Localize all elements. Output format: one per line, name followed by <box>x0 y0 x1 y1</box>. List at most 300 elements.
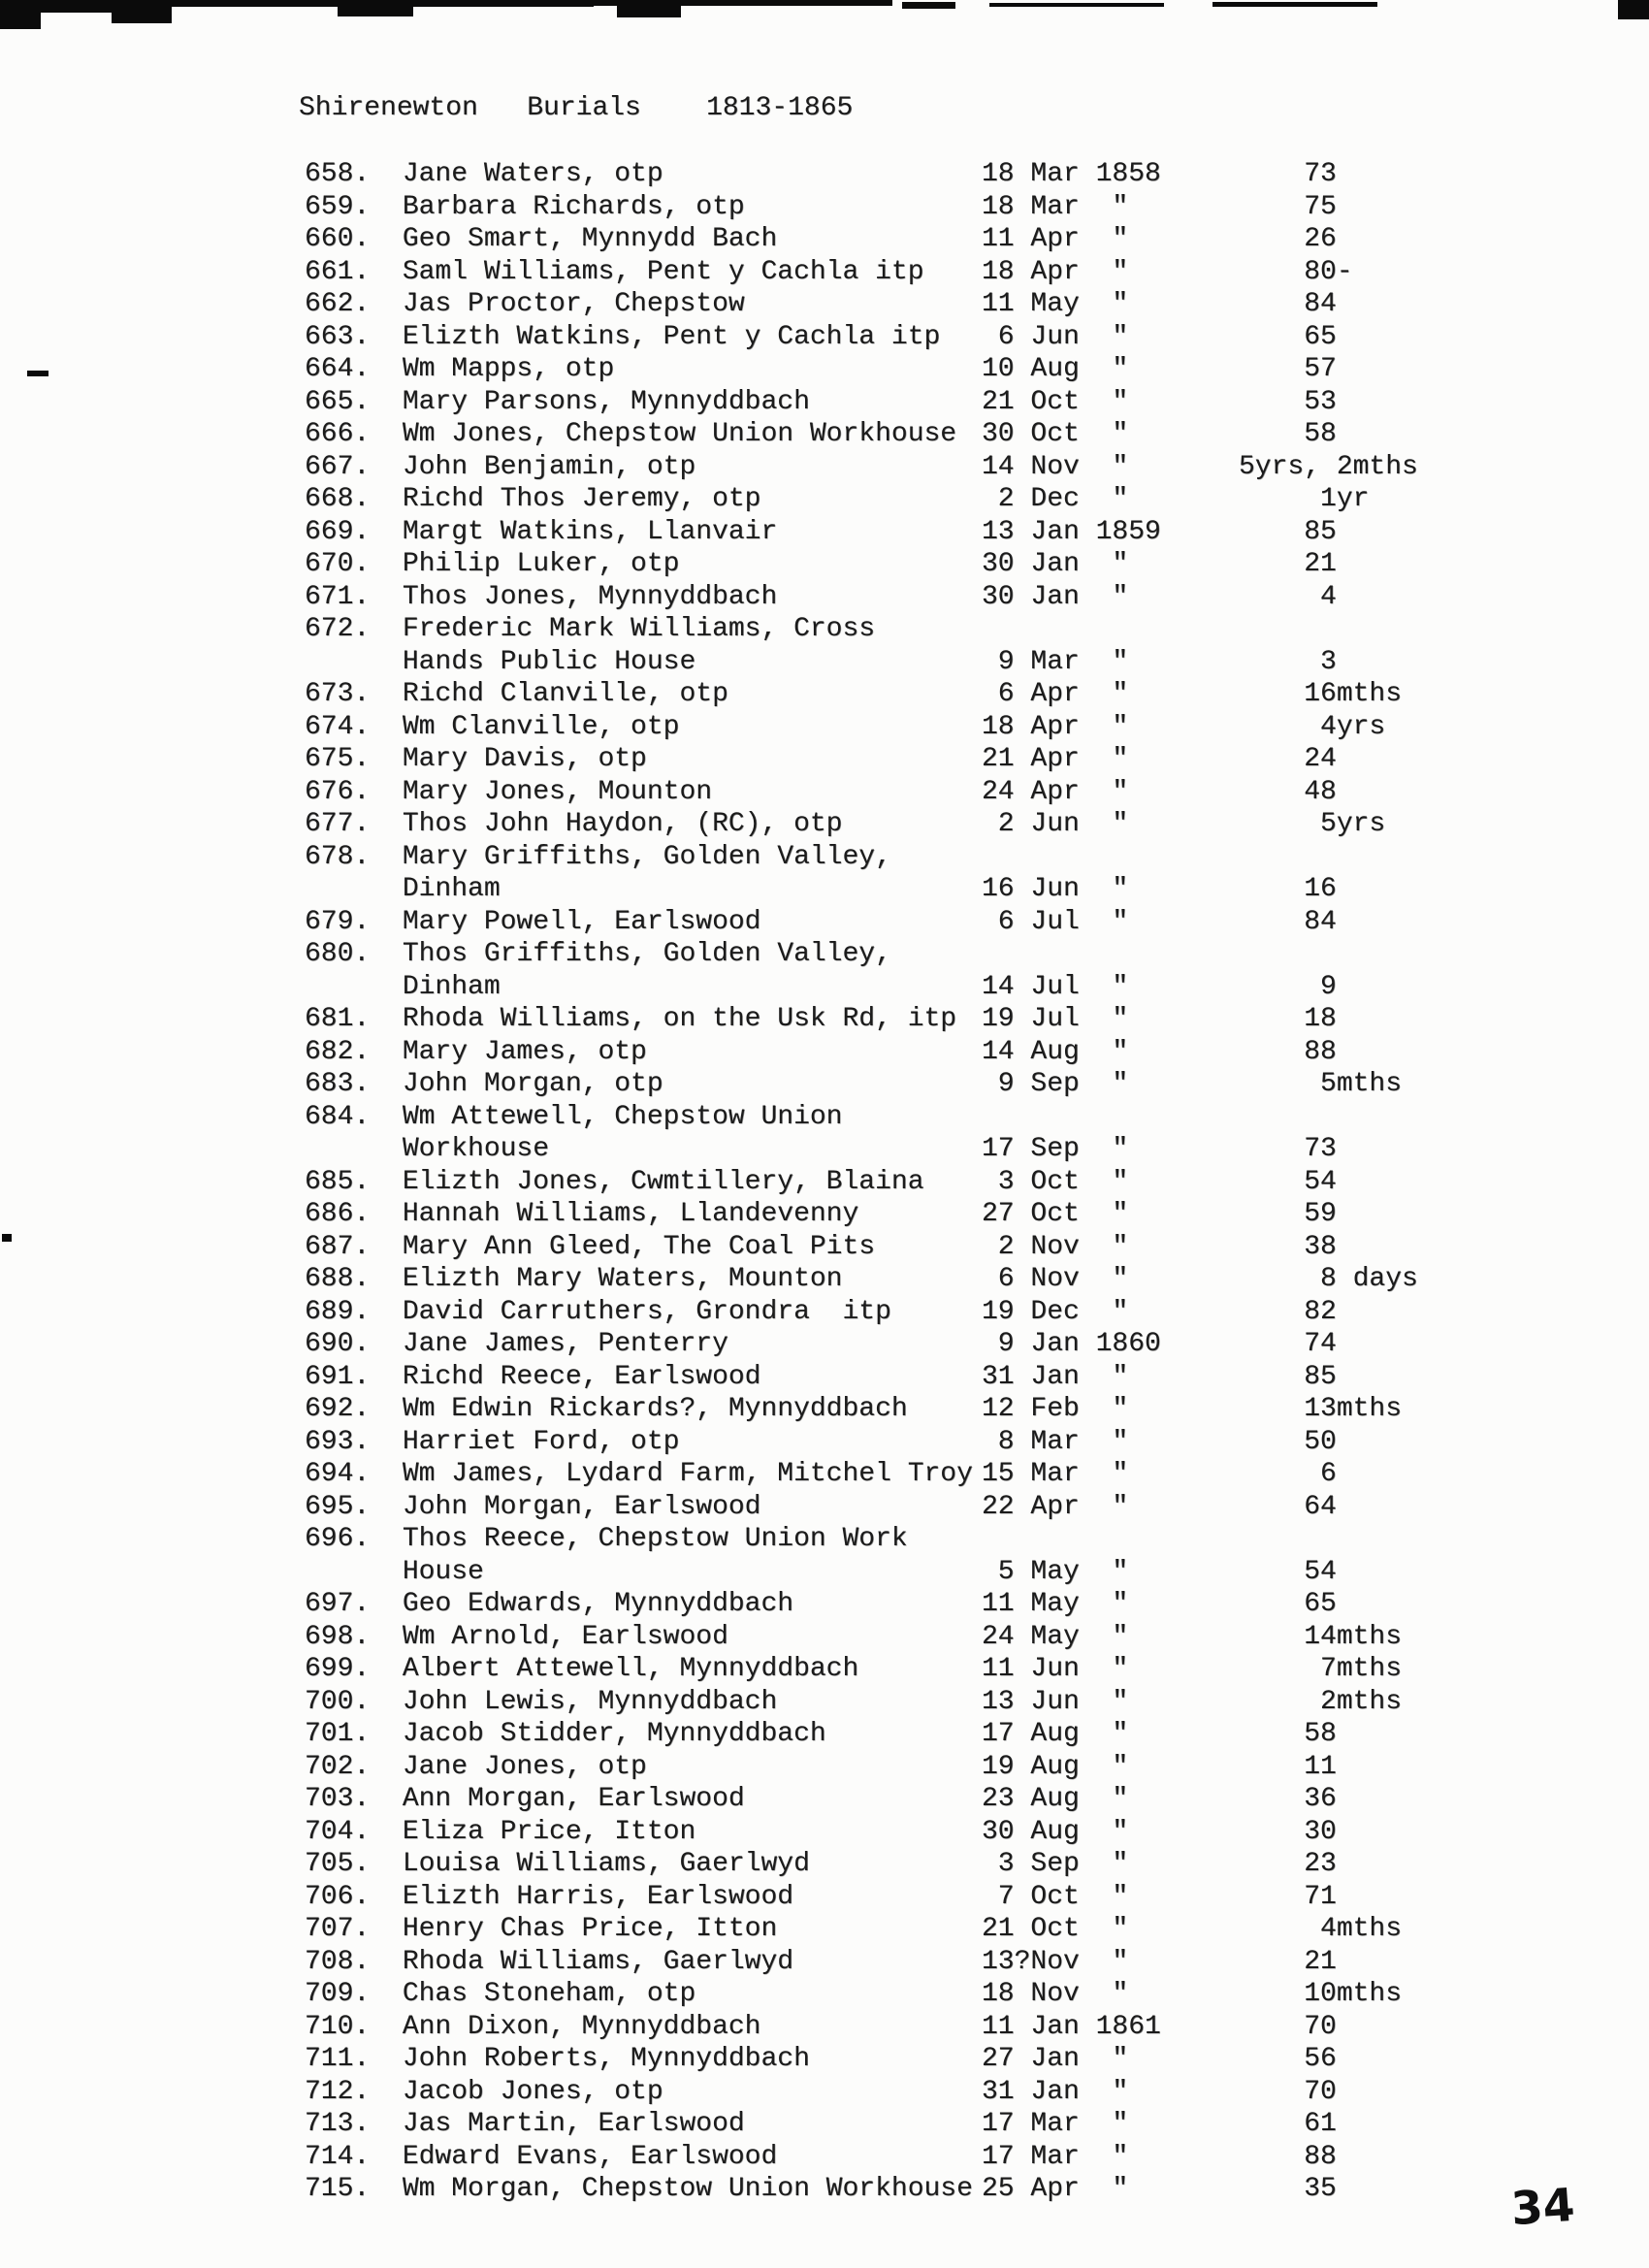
entry-number: 697. <box>305 1589 371 1619</box>
entry-name: John Roberts, Mynnyddbach <box>402 2044 810 2074</box>
entry-date: 2 Dec " <box>982 484 1129 514</box>
entry-age: 13mths <box>1239 1394 1403 1424</box>
entry-number: 699. <box>305 1654 371 1684</box>
entry-name: Frederic Mark Williams, Cross <box>402 614 876 644</box>
entry-age: 48 <box>1239 776 1337 807</box>
entry-line <box>305 1848 1337 1881</box>
entry-date: 2 Jun " <box>982 809 1129 839</box>
entry-line <box>305 1003 1337 1036</box>
entry-date: 24 May " <box>982 1621 1129 1652</box>
entry-name: Mary James, otp <box>402 1036 647 1067</box>
entry-line <box>305 776 1337 809</box>
entry-date: 13?Nov " <box>982 1946 1129 1977</box>
entry-age: 64 <box>1239 1491 1337 1522</box>
scan-artifact <box>2 1234 12 1242</box>
entry-number: 700. <box>305 1686 371 1717</box>
scan-artifact <box>27 371 48 376</box>
entry-date: 16 Jun " <box>982 874 1129 904</box>
entry-age: 26 <box>1239 224 1337 254</box>
entry-line <box>305 938 973 971</box>
entry-number: 689. <box>305 1296 371 1327</box>
entry-name: Eliza Price, Itton <box>402 1816 696 1847</box>
entry-number: 698. <box>305 1621 371 1652</box>
entry-age: 5mths <box>1239 1069 1403 1099</box>
scan-artifact <box>989 3 1164 7</box>
entry-number: 677. <box>305 809 371 839</box>
entry-name: Dinham <box>402 971 501 1002</box>
entry-age: 53 <box>1239 386 1337 417</box>
entry-age: 84 <box>1239 906 1337 937</box>
entry-age: 85 <box>1239 516 1337 547</box>
entry-name: Dinham <box>402 874 501 904</box>
entry-line <box>305 2108 1337 2141</box>
entry-name: Rhoda Williams, Gaerlwyd <box>402 1946 794 1977</box>
entry-number: 674. <box>305 711 371 742</box>
entry-name: Barbara Richards, otp <box>402 191 745 222</box>
entry-number: 661. <box>305 256 371 287</box>
entry-number: 683. <box>305 1069 371 1099</box>
entry-number: 690. <box>305 1329 371 1359</box>
entry-line <box>305 2076 1337 2109</box>
entry-number: 691. <box>305 1361 371 1392</box>
entry-name: Jane Waters, otp <box>402 159 663 189</box>
scan-artifact <box>338 0 413 16</box>
entry-date: 3 Oct " <box>982 1166 1129 1197</box>
entry-name: Wm Edwin Rickards?, Mynnyddbach <box>402 1394 908 1424</box>
entry-name: Mary Powell, Earlswood <box>402 906 761 937</box>
entry-name: House <box>402 1556 484 1587</box>
entry-age: 70 <box>1239 2076 1337 2107</box>
entry-number: 713. <box>305 2109 371 2139</box>
entry-age: 70 <box>1239 2011 1337 2042</box>
entry-number: 658. <box>305 159 371 189</box>
entry-age: 35 <box>1239 2174 1337 2204</box>
entry-date: 24 Apr " <box>982 776 1129 807</box>
entry-name: Mary Ann Gleed, The Coal Pits <box>402 1231 876 1262</box>
entry-line <box>305 1198 1337 1231</box>
entry-age: 54 <box>1239 1166 1337 1197</box>
entry-age: 16 <box>1239 874 1337 904</box>
entry-age: 8 days <box>1239 1264 1418 1294</box>
entry-number: 714. <box>305 2141 371 2172</box>
entry-age: 24 <box>1239 744 1337 774</box>
entry-date: 17 Sep " <box>982 1134 1129 1164</box>
entry-age: 58 <box>1239 1719 1337 1749</box>
entry-line <box>305 1328 1337 1361</box>
entry-date: 22 Apr " <box>982 1491 1129 1522</box>
entry-number: 672. <box>305 614 371 644</box>
entry-date: 7 Oct " <box>982 1881 1129 1912</box>
entry-name: Wm Attewell, Chepstow Union <box>402 1101 843 1132</box>
entry-name: Chas Stoneham, otp <box>402 1979 696 2009</box>
entry-age: 84 <box>1239 289 1337 319</box>
page-title: Shirenewton Burials 1813-1865 <box>299 93 854 123</box>
entry-line <box>305 1588 1337 1621</box>
entry-name: Jane James, Penterry <box>402 1329 728 1359</box>
entry-age: 58 <box>1239 419 1337 449</box>
entry-number: 696. <box>305 1524 371 1554</box>
entry-date: 8 Mar " <box>982 1426 1129 1457</box>
entry-date: 19 Aug " <box>982 1751 1129 1782</box>
entry-date: 2 Nov " <box>982 1231 1129 1262</box>
entry-name: Edward Evans, Earlswood <box>402 2141 778 2172</box>
handwritten-page-number: 34 <box>1509 2178 1577 2237</box>
entry-date: 11 May " <box>982 289 1129 319</box>
entry-age: 1yr <box>1239 484 1370 514</box>
entry-name: Wm Arnold, Earlswood <box>402 1621 728 1652</box>
entry-date: 17 Aug " <box>982 1719 1129 1749</box>
entry-date: 23 Aug " <box>982 1784 1129 1814</box>
entry-name: Jacob Jones, otp <box>402 2076 663 2107</box>
entry-number: 693. <box>305 1426 371 1457</box>
entry-age: 74 <box>1239 1329 1337 1359</box>
entry-line <box>305 1523 973 1556</box>
entry-date: 30 Jan " <box>982 581 1129 612</box>
entry-date: 18 Mar 1858 <box>982 159 1161 189</box>
entry-line <box>305 1621 1403 1654</box>
entry-line <box>305 1426 1337 1459</box>
entry-number: 675. <box>305 744 371 774</box>
entry-line <box>305 1296 1337 1329</box>
scan-artifact <box>617 5 681 17</box>
entry-number: 668. <box>305 484 371 514</box>
entry-line <box>305 353 1337 386</box>
entry-line <box>305 1458 1337 1491</box>
entry-name: Jane Jones, otp <box>402 1751 647 1782</box>
entry-age: 5yrs <box>1239 809 1386 839</box>
entry-age: 6 <box>1239 1459 1337 1489</box>
entry-name: Thos Reece, Chepstow Union Work <box>402 1524 908 1554</box>
entry-date: 11 May " <box>982 1589 1129 1619</box>
entry-number: 703. <box>305 1784 371 1814</box>
entry-name: Harriet Ford, otp <box>402 1426 680 1457</box>
entry-line <box>305 321 1337 354</box>
entry-number: 660. <box>305 224 371 254</box>
entry-number: 709. <box>305 1979 371 2009</box>
entry-name: Ann Morgan, Earlswood <box>402 1784 745 1814</box>
entry-number: 663. <box>305 321 371 352</box>
entry-number: 706. <box>305 1881 371 1912</box>
entry-date: 21 Oct " <box>982 1914 1129 1944</box>
entry-number: 701. <box>305 1719 371 1749</box>
entry-age: 18 <box>1239 1004 1337 1034</box>
entry-name: Wm Morgan, Chepstow Union Workhouse <box>402 2174 973 2204</box>
entry-line <box>305 1946 1337 1979</box>
entry-name: John Morgan, Earlswood <box>402 1491 761 1522</box>
entry-age: 14mths <box>1239 1621 1403 1652</box>
entry-age: 4mths <box>1239 1914 1403 1944</box>
entry-age: 88 <box>1239 2141 1337 2172</box>
entry-name: Richd Thos Jeremy, otp <box>402 484 761 514</box>
scan-artifact <box>1212 2 1377 7</box>
entry-name: Jas Martin, Earlswood <box>402 2109 745 2139</box>
entry-line <box>305 288 1337 321</box>
entry-line <box>305 1361 1337 1394</box>
entry-age: 7mths <box>1239 1654 1403 1684</box>
entry-line <box>305 808 1386 841</box>
entry-age: 88 <box>1239 1036 1337 1067</box>
entry-name: Elizth Harris, Earlswood <box>402 1881 794 1912</box>
entry-line <box>305 2011 1337 2044</box>
entry-date: 31 Jan " <box>982 1361 1129 1392</box>
entry-name: David Carruthers, Grondra itp <box>402 1296 891 1327</box>
entry-date: 21 Oct " <box>982 386 1129 417</box>
entry-number: 708. <box>305 1946 371 1977</box>
entry-date: 30 Aug " <box>982 1816 1129 1847</box>
entry-line <box>305 1751 1337 1784</box>
entry-age: 73 <box>1239 159 1337 189</box>
entry-line <box>305 971 1337 1004</box>
entry-age: 75 <box>1239 191 1337 222</box>
entry-name: Mary Parsons, Mynnyddbach <box>402 386 810 417</box>
entry-date: 18 Nov " <box>982 1979 1129 2009</box>
entry-line <box>305 1231 1337 1264</box>
scan-artifact <box>902 2 955 9</box>
entry-date: 17 Mar " <box>982 2141 1129 2172</box>
entry-number: 662. <box>305 289 371 319</box>
entry-number: 676. <box>305 776 371 807</box>
entry-date: 13 Jan 1859 <box>982 516 1161 547</box>
entry-date: 18 Apr " <box>982 256 1129 287</box>
entry-name: Henry Chas Price, Itton <box>402 1914 778 1944</box>
entry-number: 695. <box>305 1491 371 1522</box>
entry-date: 30 Jan " <box>982 549 1129 579</box>
entry-line <box>305 1036 1337 1069</box>
entry-age: 65 <box>1239 321 1337 352</box>
entry-line <box>305 1491 1337 1524</box>
entry-name: Jas Proctor, Chepstow <box>402 289 745 319</box>
entry-age: 65 <box>1239 1589 1337 1619</box>
entry-number: 681. <box>305 1004 371 1034</box>
entry-number: 671. <box>305 581 371 612</box>
entry-name: Richd Clanville, otp <box>402 679 728 709</box>
entry-line <box>305 256 1353 289</box>
entry-date: 12 Feb " <box>982 1394 1129 1424</box>
entry-number: 702. <box>305 1751 371 1782</box>
entry-age: 38 <box>1239 1231 1337 1262</box>
entry-date: 3 Sep " <box>982 1849 1129 1879</box>
entry-line <box>305 483 1370 516</box>
entry-age: 11 <box>1239 1751 1337 1782</box>
entry-date: 27 Jan " <box>982 2044 1129 2074</box>
entry-line <box>305 873 1337 906</box>
entry-age: 16mths <box>1239 679 1403 709</box>
entry-date: 31 Jan " <box>982 2076 1129 2107</box>
entry-name: John Morgan, otp <box>402 1069 663 1099</box>
entry-date: 6 Apr " <box>982 679 1129 709</box>
entry-date: 11 Apr " <box>982 224 1129 254</box>
entry-age: 4 <box>1239 581 1337 612</box>
entry-name: Thos Jones, Mynnyddbach <box>402 581 778 612</box>
entry-date: 14 Jul " <box>982 971 1129 1002</box>
entry-line <box>305 743 1337 776</box>
entry-line <box>305 1913 1403 1946</box>
entry-number: 682. <box>305 1036 371 1067</box>
entry-line <box>305 386 1337 419</box>
entry-number: 692. <box>305 1394 371 1424</box>
entry-date: 25 Apr " <box>982 2174 1129 2204</box>
entry-number: 659. <box>305 191 371 222</box>
entry-name: Saml Williams, Pent y Cachla itp <box>402 256 924 287</box>
entry-date: 6 Nov " <box>982 1264 1129 1294</box>
entry-number: 670. <box>305 549 371 579</box>
entry-line <box>305 191 1337 224</box>
scan-artifact <box>1618 0 1649 19</box>
entry-name: Richd Reece, Earlswood <box>402 1361 761 1392</box>
entry-name: Workhouse <box>402 1134 550 1164</box>
entry-number: 715. <box>305 2174 371 2204</box>
entry-line <box>305 2043 1337 2076</box>
entry-age: 36 <box>1239 1784 1337 1814</box>
entry-number: 680. <box>305 939 371 969</box>
entry-line <box>305 516 1337 549</box>
entry-date: 19 Dec " <box>982 1296 1129 1327</box>
entry-age: 23 <box>1239 1849 1337 1879</box>
entry-line <box>305 1068 1403 1101</box>
entry-date: 9 Jan 1860 <box>982 1329 1161 1359</box>
scan-artifact <box>0 0 41 29</box>
entry-name: Margt Watkins, Llanvair <box>402 516 778 547</box>
entry-line <box>305 1718 1337 1751</box>
entry-age: 85 <box>1239 1361 1337 1392</box>
entry-age: 21 <box>1239 549 1337 579</box>
entry-name: Elizth Mary Waters, Mounton <box>402 1264 843 1294</box>
entry-number: 710. <box>305 2011 371 2042</box>
entry-age: 57 <box>1239 354 1337 384</box>
entry-name: Thos John Haydon, (RC), otp <box>402 809 843 839</box>
entry-date: 19 Jul " <box>982 1004 1129 1034</box>
entry-line <box>305 418 1337 451</box>
entry-line <box>305 841 973 874</box>
entry-age: 56 <box>1239 2044 1337 2074</box>
entry-line <box>305 906 1337 939</box>
entry-name: Albert Attewell, Mynnyddbach <box>402 1654 859 1684</box>
entry-line <box>305 1978 1403 2011</box>
entry-age: 9 <box>1239 971 1337 1002</box>
entry-date: 6 Jun " <box>982 321 1129 352</box>
entry-age: 4yrs <box>1239 711 1386 742</box>
entry-name: Elizth Watkins, Pent y Cachla itp <box>402 321 941 352</box>
entry-line <box>305 613 973 646</box>
entry-date: 11 Jan 1861 <box>982 2011 1161 2042</box>
entry-line <box>305 2173 1337 2206</box>
entry-date: 5 May " <box>982 1556 1129 1587</box>
entry-line <box>305 1101 973 1134</box>
entry-date: 15 Mar " <box>982 1459 1129 1489</box>
entry-name: Hannah Williams, Llandevenny <box>402 1199 859 1229</box>
entry-number: 694. <box>305 1459 371 1489</box>
entry-line <box>305 2141 1337 2174</box>
entry-number: 711. <box>305 2044 371 2074</box>
entry-age: 61 <box>1239 2109 1337 2139</box>
entry-number: 705. <box>305 1849 371 1879</box>
entry-line <box>305 1783 1337 1816</box>
entry-number: 687. <box>305 1231 371 1262</box>
entry-line <box>305 711 1386 744</box>
entry-age: 10mths <box>1239 1979 1403 2009</box>
entry-name: John Benjamin, otp <box>402 451 696 482</box>
entry-line <box>305 158 1337 191</box>
entry-date: 13 Jun " <box>982 1686 1129 1717</box>
entry-line <box>305 1393 1403 1426</box>
entry-line <box>305 223 1337 256</box>
entry-date: 14 Aug " <box>982 1036 1129 1067</box>
entry-date: 9 Sep " <box>982 1069 1129 1099</box>
entry-number: 667. <box>305 451 371 482</box>
entry-line <box>305 1881 1337 1914</box>
entry-name: Wm Jones, Chepstow Union Workhouse <box>402 419 957 449</box>
entry-line <box>305 1166 1337 1199</box>
entry-name: Philip Luker, otp <box>402 549 680 579</box>
entry-name: Rhoda Williams, on the Usk Rd, itp <box>402 1004 957 1034</box>
entry-name: Hands Public House <box>402 646 696 677</box>
entry-number: 684. <box>305 1101 371 1132</box>
entry-date: 10 Aug " <box>982 354 1129 384</box>
entry-age: 80- <box>1239 256 1353 287</box>
entry-name: Mary Davis, otp <box>402 744 647 774</box>
entry-line <box>305 1556 1337 1589</box>
entry-age: 21 <box>1239 1946 1337 1977</box>
entry-name: Wm Clanville, otp <box>402 711 680 742</box>
entry-name: Geo Edwards, Mynnyddbach <box>402 1589 794 1619</box>
entry-name: Geo Smart, Mynnydd Bach <box>402 224 778 254</box>
entry-date: 27 Oct " <box>982 1199 1129 1229</box>
entry-number: 678. <box>305 841 371 872</box>
entry-number: 664. <box>305 354 371 384</box>
entry-name: Louisa Williams, Gaerlwyd <box>402 1849 810 1879</box>
entry-line <box>305 1686 1403 1719</box>
entry-date: 18 Mar " <box>982 191 1129 222</box>
entry-name: Jacob Stidder, Mynnyddbach <box>402 1719 826 1749</box>
entry-number: 712. <box>305 2076 371 2107</box>
entry-name: Ann Dixon, Mynnyddbach <box>402 2011 761 2042</box>
entry-age: 2mths <box>1239 1686 1403 1717</box>
entry-number: 688. <box>305 1264 371 1294</box>
entry-date: 18 Apr " <box>982 711 1129 742</box>
entry-name: Wm James, Lydard Farm, Mitchel Troy <box>402 1459 973 1489</box>
entry-age: 30 <box>1239 1816 1337 1847</box>
entry-line <box>305 581 1337 614</box>
entry-line <box>305 1133 1337 1166</box>
entry-date: 6 Jul " <box>982 906 1129 937</box>
scan-artifact <box>112 0 172 23</box>
entry-age: 71 <box>1239 1881 1337 1912</box>
entry-date: 30 Oct " <box>982 419 1129 449</box>
entry-line <box>305 1263 1418 1296</box>
entry-number: 673. <box>305 679 371 709</box>
entry-age: 50 <box>1239 1426 1337 1457</box>
entry-number: 704. <box>305 1816 371 1847</box>
entry-line <box>305 451 1418 484</box>
entry-name: John Lewis, Mynnyddbach <box>402 1686 778 1717</box>
entry-age: 73 <box>1239 1134 1337 1164</box>
entry-number: 685. <box>305 1166 371 1197</box>
entry-date: 14 Nov " <box>982 451 1129 482</box>
entry-age: 82 <box>1239 1296 1337 1327</box>
entry-name: Wm Mapps, otp <box>402 354 615 384</box>
entry-name: Mary Jones, Mounton <box>402 776 713 807</box>
entry-number: 686. <box>305 1199 371 1229</box>
entry-name: Elizth Jones, Cwmtillery, Blaina <box>402 1166 924 1197</box>
entry-date: 9 Mar " <box>982 646 1129 677</box>
burial-list <box>305 158 1418 2206</box>
entry-age: 3 <box>1239 646 1337 677</box>
entry-number: 679. <box>305 906 371 937</box>
entry-line <box>305 678 1403 711</box>
entry-number: 669. <box>305 516 371 547</box>
entry-name: Thos Griffiths, Golden Valley, <box>402 939 891 969</box>
entry-name: Mary Griffiths, Golden Valley, <box>402 841 891 872</box>
